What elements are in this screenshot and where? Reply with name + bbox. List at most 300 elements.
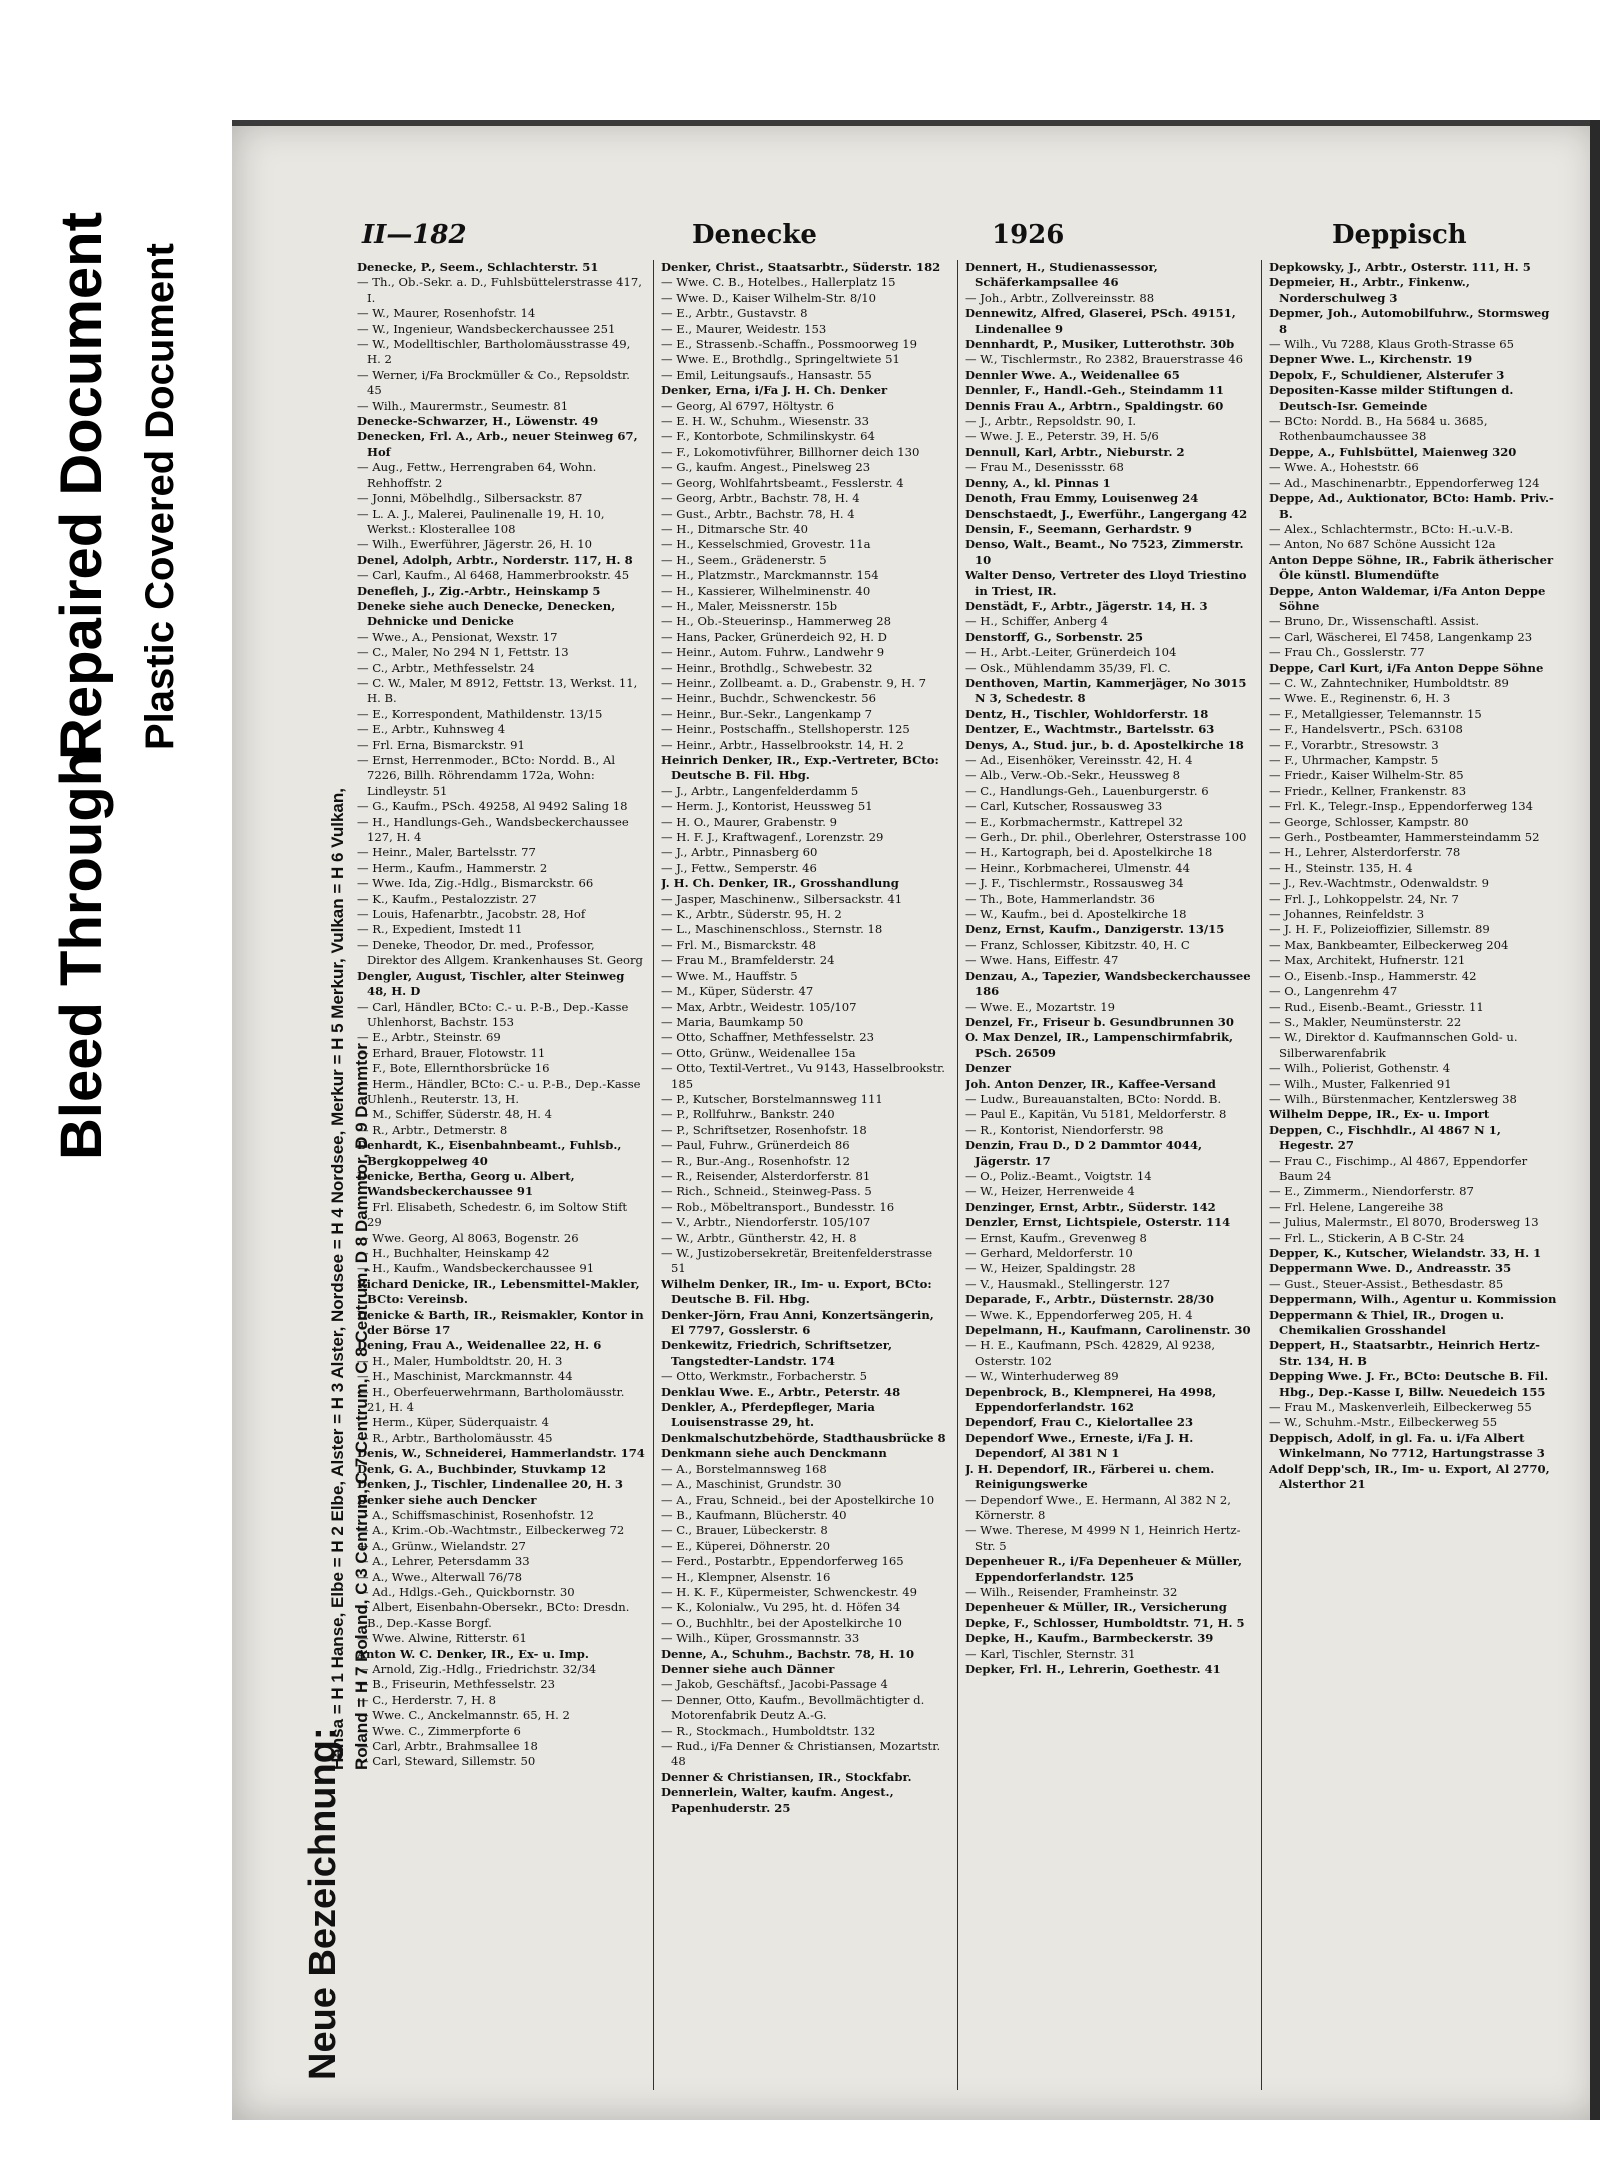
directory-entry	[661, 568, 949, 583]
directory-entry	[357, 1585, 645, 1600]
directory-entry	[1269, 1338, 1557, 1369]
directory-entry	[1269, 1154, 1557, 1185]
entry-text: — L., Maschinenschloss., Sternstr. 18	[661, 922, 883, 937]
directory-entry	[1269, 1400, 1557, 1415]
entry-text: — Frl. Erna, Bismarckstr. 91	[357, 737, 525, 752]
directory-entry	[965, 830, 1253, 845]
directory-entry	[357, 1123, 645, 1138]
directory-entry	[661, 1169, 949, 1184]
entry-name: Denkmalschutzbehörde, Stadthausbrücke 8	[661, 1430, 946, 1445]
directory-entry	[965, 1123, 1253, 1138]
directory-entry	[1269, 1261, 1557, 1276]
entry-name: Dentz, H., Tischler, Wohldorferstr. 18	[965, 706, 1209, 721]
entry-text: — Frl. J., Lohkoppelstr. 24, Nr. 7	[1269, 891, 1459, 906]
entry-name: Joh. Anton Denzer, IR., Kaffee-Versand	[965, 1076, 1216, 1091]
directory-entry	[357, 275, 645, 306]
entry-name: Depmeier, H., Arbtr., Finkenw., Norderschulweg 3	[1269, 275, 1470, 305]
directory-entry	[661, 1724, 949, 1739]
entry-text: — Carl, Kaufm., Al 6468, Hammerbrookstr. 45	[357, 568, 630, 583]
entry-text: — Georg, Arbtr., Bachstr. 78, H. 4	[661, 491, 860, 506]
directory-entry	[661, 599, 949, 614]
entry-text: — J., Fettw., Semperstr. 46	[661, 860, 817, 875]
entry-name: Denzau, A., Tapezier, Wandsbeckerchaussee 186	[965, 968, 1251, 999]
entry-name: Denys, A., Stud. jur., b. d. Apostelkirche 18	[965, 737, 1244, 752]
entry-text: — F., Metallgiesser, Telemannstr. 15	[1269, 706, 1482, 721]
entry-text: — Gust., Arbtr., Bachstr. 78, H. 4	[661, 506, 855, 521]
directory-entry	[965, 1261, 1253, 1276]
entry-text: — Max, Bankbeamter, Eilbeckerweg 204	[1269, 937, 1509, 952]
directory-entry	[965, 630, 1253, 645]
directory-entry	[661, 537, 949, 552]
directory-entry	[1269, 768, 1557, 783]
entry-text: — A., Borstelmannsweg 168	[661, 1461, 827, 1476]
column-1	[357, 260, 645, 2090]
directory-entry	[357, 368, 645, 399]
directory-entry	[965, 1215, 1253, 1230]
directory-entry	[357, 922, 645, 937]
directory-entry	[661, 1061, 949, 1092]
entry-text: — Heinr., Maler, Bartelsstr. 77	[357, 845, 536, 860]
entry-text: — E., Korbmachermstr., Kattrepel 32	[965, 814, 1184, 829]
entry-text: — Bruno, Dr., Wissenschaftl. Assist.	[1269, 614, 1480, 629]
entry-text: — P., Schriftsetzer, Rosenhofstr. 18	[661, 1122, 867, 1137]
directory-entry	[357, 1369, 645, 1384]
entry-name: Depositen-Kasse milder Stiftungen d. Deutsch-Isr. Gemeinde	[1269, 383, 1514, 413]
entry-text: — E., Arbtr., Kuhnsweg 4	[357, 722, 506, 737]
entry-name: Depkowsky, J., Arbtr., Osterstr. 111, H. 5	[1269, 260, 1531, 274]
entry-name: Dengler, August, Tischler, alter Steinweg 48, H. D	[357, 968, 625, 999]
entry-name: Denzin, Frau D., D 2 Dammtor 4044, Jägerstr. 17	[965, 1138, 1203, 1168]
entry-text: — Wwe. K., Eppendorferweg 205, H. 4	[965, 1307, 1193, 1322]
entry-text: — Wilh., Reisender, Framheinstr. 32	[965, 1584, 1178, 1599]
directory-entry	[357, 1523, 645, 1538]
entry-text: — Heinr., Korbmacherei, Ulmenstr. 44	[965, 860, 1191, 875]
entry-text: — Franz, Schlosser, Kibitzstr. 40, H. C	[965, 937, 1190, 952]
entry-text: — Hans, Packer, Grünerdeich 92, H. D	[661, 629, 887, 644]
directory-entry	[661, 1554, 949, 1569]
entry-text: — Wwe. D., Kaiser Wilhelm-Str. 8/10	[661, 290, 876, 305]
entry-name: Deparade, F., Arbtr., Düsternstr. 28/30	[965, 1292, 1214, 1307]
entry-text: — W., Winterhuderweg 89	[965, 1369, 1119, 1384]
entry-name: Depping Wwe. J. Fr., BCto: Deutsche B. Fil. Hbg., Dep.-Kasse I, Billw. Neuedeich 155	[1269, 1369, 1549, 1399]
entry-name: Richard Denicke, IR., Lebensmittel-Makler, BCto: Vereinsb.	[357, 1276, 640, 1307]
entry-name: Denken, J., Tischler, Lindenallee 20, H. 3	[357, 1477, 623, 1492]
directory-entry	[965, 661, 1253, 676]
entry-text: — Ferd., Postarbtr., Eppendorferweg 165	[661, 1554, 904, 1569]
entry-text: — Wwe., A., Pensionat, Wexstr. 17	[357, 629, 558, 644]
entry-text: — V., Arbtr., Niendorferstr. 105/107	[661, 1215, 871, 1230]
directory-entry	[661, 1030, 949, 1045]
entry-text: — E. H. W., Schuhm., Wiesenstr. 33	[661, 414, 869, 429]
directory-entry	[965, 969, 1253, 1000]
directory-entry	[661, 1770, 949, 1785]
entry-text: — W., Tischlermstr., Ro 2382, Brauerstrasse 46	[965, 352, 1243, 367]
directory-entry	[661, 1369, 949, 1384]
directory-entry	[661, 1154, 949, 1169]
entry-text: — Wwe. Hans, Eiffestr. 47	[965, 953, 1119, 968]
directory-entry	[965, 722, 1253, 737]
directory-entry	[965, 707, 1253, 722]
entry-text: — H., Buchhalter, Heinskamp 42	[357, 1246, 550, 1260]
entry-text: — Gerh., Dr. phil., Oberlehrer, Osterstrasse 100	[965, 830, 1247, 845]
entry-text: — P., Kutscher, Borstelmannsweg 111	[661, 1091, 883, 1106]
directory-entry	[357, 1477, 645, 1492]
entry-name: Adolf Depp'sch, IR., Im- u. Export, Al 2770, Alsterthor 21	[1269, 1461, 1550, 1492]
entry-name: Denel, Adolph, Arbtr., Norderstr. 117, H. 8	[357, 552, 633, 567]
directory-entry	[661, 969, 949, 984]
directory-entry	[357, 1554, 645, 1569]
entry-text: — M., Küper, Süderstr. 47	[661, 984, 814, 999]
entry-text: — H., Klempner, Alsenstr. 16	[661, 1569, 831, 1584]
entry-text: — Ernst, Herrenmoder., BCto: Nordd. B., Al 7226, Billh. Röhrendamm 172a, Wohn: Lindleystr. 51	[357, 753, 616, 798]
directory-entry	[1269, 1184, 1557, 1199]
entry-text: — V., Hausmakl., Stellingerstr. 127	[965, 1276, 1171, 1291]
directory-entry	[1269, 1415, 1557, 1430]
directory-entry	[1269, 352, 1557, 367]
directory-entry	[661, 445, 949, 460]
directory-entry	[965, 953, 1253, 968]
directory-entry	[1269, 876, 1557, 891]
entry-name: Denschstaedt, J., Ewerführ., Langergang 42	[965, 506, 1248, 521]
directory-entry	[1269, 630, 1557, 645]
entry-text: — A., Frau, Schneid., bei der Apostelkirche 10	[661, 1492, 935, 1507]
entry-text: — Friedr., Kellner, Frankenstr. 83	[1269, 783, 1467, 798]
entry-text: — A., Schiffsmaschinist, Rosenhofstr. 12	[357, 1507, 594, 1522]
entry-name: Denkewitz, Friedrich, Schriftsetzer, Tangstedter-Landstr. 174	[661, 1338, 892, 1368]
entry-name: Dennert, H., Studienassessor, Schäferkampsallee 46	[965, 260, 1158, 290]
entry-name: Heinrich Denker, IR., Exp.-Vertreter, BCto: Deutsche B. Fil. Hbg.	[661, 753, 939, 783]
entry-text: — Frl. K., Telegr.-Insp., Eppendorferweg 134	[1269, 799, 1533, 814]
entry-text: — Wilh., Maurermstr., Seumestr. 81	[357, 398, 569, 413]
directory-entry	[965, 1662, 1253, 1677]
entry-text: — F., Bote, Ellernthorsbrücke 16	[357, 1061, 550, 1076]
entry-name: Denker-Jörn, Frau Anni, Konzertsängerin, El 7797, Gosslerstr. 6	[661, 1307, 934, 1338]
entry-text: — C., Brauer, Lübeckerstr. 8	[661, 1523, 828, 1538]
directory-entry	[1269, 1246, 1557, 1261]
entry-text: — Wilh., Polierist, Gothenstr. 4	[1269, 1061, 1451, 1076]
directory-entry	[1269, 892, 1557, 907]
entry-text: — Heinr., Arbtr., Hasselbrookstr. 14, H. 2	[661, 737, 904, 752]
entry-text: — Otto, Grünw., Weidenallee 15a	[661, 1045, 856, 1060]
directory-entry	[661, 1277, 949, 1308]
directory-entry	[357, 645, 645, 660]
entry-text: — Frau M., Desenissstr. 68	[965, 460, 1124, 475]
entry-text: — Wwe. Ida, Zig.-Hdlg., Bismarckstr. 66	[357, 876, 594, 891]
directory-entry	[1269, 614, 1557, 629]
directory-entry	[661, 1662, 949, 1677]
directory-entry	[661, 337, 949, 352]
entry-name: Dennewitz, Alfred, Glaserei, PSch. 49151, Lindenallee 9	[965, 306, 1236, 336]
directory-entry	[965, 1107, 1253, 1122]
entry-text: — C., Handlungs-Geh., Lauenburgerstr. 6	[965, 783, 1209, 798]
directory-entry	[357, 1261, 645, 1276]
entry-text: — Heinr., Buchdr., Schwenckestr. 56	[661, 691, 876, 706]
directory-entry	[965, 938, 1253, 953]
entry-text: — George, Schlosser, Kampstr. 80	[1269, 814, 1469, 829]
directory-entry	[661, 907, 949, 922]
entry-text: — Heinr., Postschaffn., Stellshoperstr. 125	[661, 722, 910, 737]
entry-text: — H., Schiffer, Anberg 4	[965, 614, 1108, 629]
directory-entry	[661, 1200, 949, 1215]
directory-entry	[661, 815, 949, 830]
directory-entry	[965, 815, 1253, 830]
directory-entry	[661, 414, 949, 429]
directory-entry	[661, 876, 949, 891]
directory-entry	[661, 892, 949, 907]
directory-entry	[661, 522, 949, 537]
entry-text: — Ad., Eisenhöker, Vereinsstr. 42, H. 4	[965, 753, 1193, 767]
directory-entry	[965, 1431, 1253, 1462]
directory-entry	[1269, 1000, 1557, 1015]
entry-name: Denkmann siehe auch Denckmann	[661, 1446, 887, 1461]
directory-entry	[661, 306, 949, 321]
directory-entry	[357, 1277, 645, 1308]
directory-entry	[661, 799, 949, 814]
directory-entry	[357, 537, 645, 552]
directory-entry	[357, 753, 645, 799]
entry-text: — Otto, Schaffner, Methfesselstr. 23	[661, 1030, 874, 1045]
directory-entry	[1269, 953, 1557, 968]
directory-entry	[357, 845, 645, 860]
entry-text: — Herm. J., Kontorist, Heussweg 51	[661, 799, 873, 814]
entry-text: — R., Stockmach., Humboldtstr. 132	[661, 1723, 876, 1738]
entry-name: Dening, Frau A., Weidenallee 22, H. 6	[357, 1338, 602, 1353]
directory-entry	[357, 399, 645, 414]
directory-entry	[965, 1523, 1253, 1554]
entry-name: Denstädt, F., Arbtr., Jägerstr. 14, H. 3	[965, 598, 1208, 613]
directory-entry	[357, 1385, 645, 1416]
directory-entry	[357, 1138, 645, 1169]
directory-entry	[1269, 260, 1557, 275]
entry-text: — Frau M., Maskenverleih, Eilbeckerweg 55	[1269, 1400, 1532, 1415]
directory-entry	[661, 707, 949, 722]
directory-entry	[1269, 691, 1557, 706]
entry-text: — Gerhard, Meldorferstr. 10	[965, 1246, 1133, 1260]
entry-text: — H., Maler, Meissnerstr. 15b	[661, 598, 838, 613]
entry-name: Denker, Christ., Staatsarbtr., Süderstr. 182	[661, 260, 941, 274]
entry-text: — Rud., Eisenb.-Beamt., Griesstr. 11	[1269, 999, 1484, 1014]
directory-entry	[1269, 753, 1557, 768]
entry-text: — Johannes, Reinfeldstr. 3	[1269, 907, 1425, 922]
directory-entry	[965, 445, 1253, 460]
directory-entry	[357, 306, 645, 321]
directory-entry	[965, 1631, 1253, 1646]
directory-entry	[357, 507, 645, 538]
entry-name: Dennis Frau A., Arbtrn., Spaldingstr. 60	[965, 398, 1224, 413]
directory-entry	[357, 1169, 645, 1200]
directory-entry	[965, 1616, 1253, 1631]
directory-entry	[1269, 969, 1557, 984]
directory-entry	[661, 1000, 949, 1015]
entry-text: — Denner, Otto, Kaufm., Bevollmächtigter d. Motorenfabrik Deutz A.-G.	[661, 1692, 925, 1723]
page-number: II—182	[362, 220, 467, 250]
directory-entry	[1269, 645, 1557, 660]
entry-text: — G., kaufm. Angest., Pinelsweg 23	[661, 460, 871, 475]
entry-text: — Aug., Fettw., Herrengraben 64, Wohn. Rehhoffstr. 2	[357, 460, 597, 490]
entry-text: — Alex., Schlachtermstr., BCto: H.-u.V.-B.	[1269, 521, 1514, 536]
entry-text: — Dependorf Wwe., E. Hermann, Al 382 N 2, Körnerstr. 8	[965, 1492, 1231, 1522]
entry-text: — M., Schiffer, Süderstr. 48, H. 4	[357, 1107, 553, 1122]
directory-entry	[661, 1523, 949, 1538]
entry-text: — Wwe. E., Reginenstr. 6, H. 3	[1269, 691, 1451, 706]
entry-name: Denecke, P., Seem., Schlachterstr. 51	[357, 260, 599, 274]
entry-text: — Wwe. M., Hauffstr. 5	[661, 968, 798, 983]
directory-entry	[661, 1246, 949, 1277]
directory-entry	[661, 322, 949, 337]
directory-entry	[661, 460, 949, 475]
entry-text: — Otto, Textil-Vertret., Vu 9143, Hasselbrookstr. 185	[661, 1061, 945, 1091]
entry-name: Denker siehe auch Dencker	[357, 1492, 537, 1507]
directory-entry	[965, 260, 1253, 291]
page-top-edge	[232, 120, 1600, 126]
entry-name: Deppermann Wwe. D., Andreasstr. 35	[1269, 1261, 1512, 1276]
entry-name: Denner & Christiansen, IR., Stockfabr.	[661, 1769, 912, 1784]
directory-entry	[965, 291, 1253, 306]
entry-text: — R., Bur.-Ang., Rosenhofstr. 12	[661, 1153, 850, 1168]
directory-entry	[965, 1415, 1253, 1430]
directory-entry	[661, 1693, 949, 1724]
entry-text: — Th., Ob.-Sekr. a. D., Fuhlsbüttelerstrasse 417, I.	[357, 275, 642, 305]
directory-entry	[965, 1077, 1253, 1092]
directory-entry	[965, 476, 1253, 491]
entry-text: — Wilh., Muster, Falkenried 91	[1269, 1076, 1452, 1091]
directory-entry	[661, 722, 949, 737]
directory-entry	[965, 414, 1253, 429]
plastic-covered-stamp: Plastic Covered Document	[138, 243, 182, 750]
directory-entry	[661, 1046, 949, 1061]
entry-text: — Max, Architekt, Hufnerstr. 121	[1269, 953, 1466, 968]
directory-entry	[661, 1215, 949, 1230]
entry-text: — Heinr., Bur.-Sekr., Langenkamp 7	[661, 706, 873, 721]
entry-text: — Th., Bote, Hammerlandstr. 36	[965, 891, 1155, 906]
directory-entry	[661, 1123, 949, 1138]
entry-text: — H., Handlungs-Geh., Wandsbeckerchaussee 127, H. 4	[357, 814, 629, 845]
entry-text: — W., Arbtr., Güntherstr. 42, H. 8	[661, 1230, 857, 1245]
entry-text: — H., Steinstr. 135, H. 4	[1269, 860, 1413, 875]
directory-entry	[1269, 676, 1557, 691]
directory-entry	[965, 1138, 1253, 1169]
entry-name: Denstorff, G., Sorbenstr. 25	[965, 629, 1144, 644]
directory-entry	[965, 399, 1253, 414]
entry-text: — Rich., Schneid., Steinweg-Pass. 5	[661, 1184, 872, 1199]
entry-text: — Wwe. Alwine, Ritterstr. 61	[357, 1631, 527, 1646]
directory-entry	[357, 322, 645, 337]
entry-text: — H., Maschinist, Marckmannstr. 44	[357, 1369, 573, 1384]
entry-name: Depper, K., Kutscher, Wielandstr. 33, H. 1	[1269, 1246, 1542, 1260]
entry-name: Denoth, Frau Emmy, Louisenweg 24	[965, 491, 1199, 506]
directory-entry	[965, 1000, 1253, 1015]
directory-entry	[357, 1493, 645, 1508]
entry-name: J. H. Dependorf, IR., Färberei u. chem. Reinigungswerke	[965, 1461, 1215, 1492]
directory-entry	[661, 1184, 949, 1199]
directory-entry	[357, 969, 645, 1000]
directory-entry	[965, 1292, 1253, 1307]
directory-entry	[965, 768, 1253, 783]
entry-text: — A., Lehrer, Petersdamm 33	[357, 1554, 530, 1569]
directory-entry	[661, 1600, 949, 1615]
entry-text: — Emil, Leitungsaufs., Hansastr. 55	[661, 367, 872, 382]
entry-name: Denicke & Barth, IR., Reismakler, Kontor in der Börse 17	[357, 1307, 644, 1338]
directory-entry	[661, 1231, 949, 1246]
directory-entry	[661, 984, 949, 999]
entry-text: — F., Lokomotivführer, Billhorner deich 130	[661, 444, 920, 459]
directory-entry	[965, 799, 1253, 814]
directory-entry	[661, 1431, 949, 1446]
directory-entry	[357, 1046, 645, 1061]
directory-entry	[661, 429, 949, 444]
directory-entry	[965, 1493, 1253, 1524]
directory-entry	[965, 1323, 1253, 1338]
entry-name: Depner Wwe. L., Kirchenstr. 19	[1269, 352, 1473, 367]
directory-entry	[1269, 1215, 1557, 1230]
directory-entry	[357, 1739, 645, 1754]
entry-text: — Georg, Al 6797, Höltystr. 6	[661, 398, 834, 413]
entry-name: Deppert, H., Staatsarbtr., Heinrich Hertz-Str. 134, H. B	[1269, 1338, 1540, 1368]
directory-entry	[1269, 522, 1557, 537]
entry-text: — A., Krim.-Ob.-Wachtmstr., Eilbeckerweg 72	[357, 1523, 625, 1538]
directory-entry	[357, 414, 645, 429]
directory-entry	[661, 614, 949, 629]
directory-entry	[661, 368, 949, 383]
directory-entry	[1269, 337, 1557, 352]
directory-entry	[661, 1138, 949, 1153]
entry-text: — Julius, Malermstr., El 8070, Brodersweg 13	[1269, 1215, 1539, 1230]
entry-text: — Jonni, Möbelhdlg., Silbersackstr. 87	[357, 491, 583, 506]
entry-text: — R., Reisender, Alsterdorferstr. 81	[661, 1168, 871, 1183]
entry-text: — Jakob, Geschäftsf., Jacobi-Passage 4	[661, 1677, 888, 1692]
directory-entry	[661, 661, 949, 676]
directory-entry	[661, 1338, 949, 1369]
directory-entry	[357, 460, 645, 491]
directory-entry	[661, 1308, 949, 1339]
directory-entry	[661, 691, 949, 706]
column-divider	[1261, 260, 1262, 2090]
directory-entry	[965, 1231, 1253, 1246]
directory-entry	[965, 784, 1253, 799]
entry-name: Denso, Walt., Beamt., No 7523, Zimmerstr. 10	[965, 537, 1244, 567]
entry-text: — F., Uhrmacher, Kampstr. 5	[1269, 753, 1439, 767]
entry-text: — Louis, Hafenarbtr., Jacobstr. 28, Hof	[357, 907, 586, 922]
directory-entry	[1269, 553, 1557, 584]
entry-name: Anton W. C. Denker, IR., Ex- u. Imp.	[357, 1646, 589, 1661]
header-year: 1926	[992, 220, 1065, 250]
entry-text: — Osk., Mühlendamm 35/39, Fl. C.	[965, 660, 1171, 675]
entry-name: Dentzer, E., Wachtmstr., Bartelsstr. 63	[965, 722, 1215, 737]
directory-entry	[661, 845, 949, 860]
entry-text: — Frl. L., Stickerin, A B C-Str. 24	[1269, 1230, 1465, 1245]
entry-text: — O., Poliz.-Beamt., Voigtstr. 14	[965, 1168, 1152, 1183]
entry-text: — W., Heizer, Herrenweide 4	[965, 1184, 1135, 1199]
directory-entry	[357, 861, 645, 876]
directory-entry	[1269, 784, 1557, 799]
entry-name: Denis, W., Schneiderei, Hammerlandstr. 174	[357, 1446, 645, 1461]
directory-entry	[661, 260, 949, 275]
entry-text: — A., Wwe., Alterwall 76/78	[357, 1569, 522, 1584]
directory-entry	[1269, 1092, 1557, 1107]
directory-entry	[661, 1462, 949, 1477]
left-margin	[0, 0, 230, 2177]
entry-text: — R., Arbtr., Detmerstr. 8	[357, 1122, 508, 1137]
directory-entry	[661, 1493, 949, 1508]
directory-entry	[965, 676, 1253, 707]
sidebar-label: Neue Bezeichnung:	[302, 1727, 344, 2080]
directory-entry	[1269, 830, 1557, 845]
entry-name: Depelmann, H., Kaufmann, Carolinenstr. 30	[965, 1323, 1251, 1338]
directory-entry	[965, 599, 1253, 614]
entry-text: — Max, Arbtr., Weidestr. 105/107	[661, 999, 857, 1014]
directory-entry	[965, 907, 1253, 922]
entry-text: — Wwe. C., Zimmerpforte 6	[357, 1723, 521, 1738]
